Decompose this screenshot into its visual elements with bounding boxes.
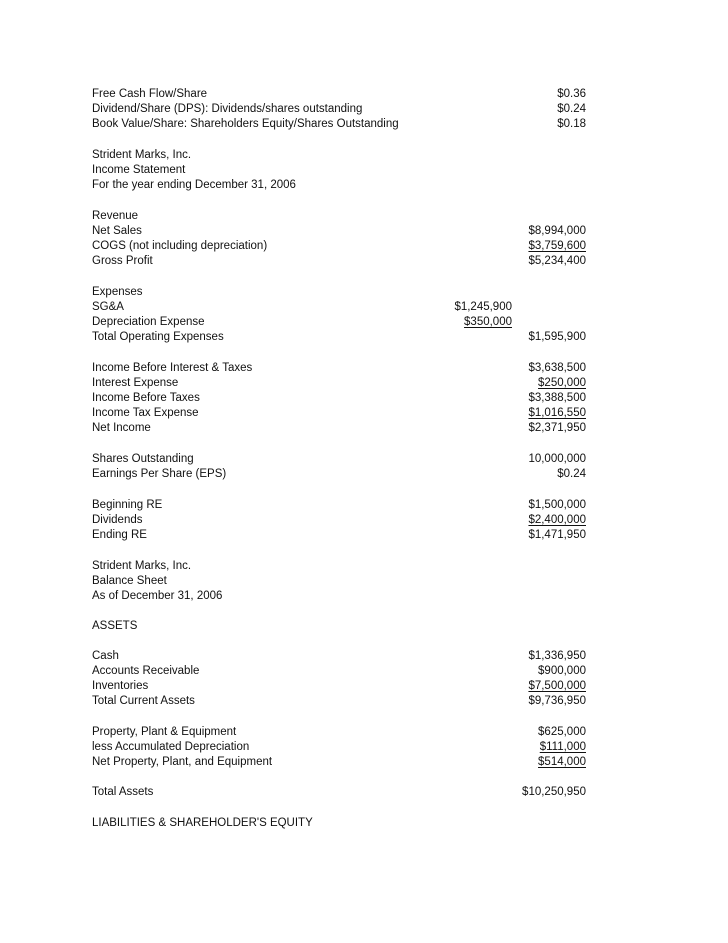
ratio-row [92,87,586,102]
row-value: $1,336,950 [528,650,586,662]
row-label: Earnings Per Share (EPS) [92,468,227,480]
row-label: Dividends [92,514,143,526]
ratio-row [92,117,586,132]
row-value: $8,994,000 [528,225,586,237]
row-label: Income Before Interest & Taxes [92,362,253,374]
row-label: Property, Plant & Equipment [92,726,237,738]
row-value: $0.36 [557,88,586,100]
row-label: Beginning RE [92,499,163,511]
row-label: Total Current Assets [92,695,195,707]
income-row [92,421,586,436]
section-heading-revenue: Revenue [92,210,139,222]
expense-row [92,315,586,330]
retained-earnings-row [92,528,586,543]
section-heading-assets: ASSETS [92,620,138,632]
row-label: Shares Outstanding [92,453,194,465]
row-label: Ending RE [92,529,147,541]
revenue-row [92,254,586,269]
row-value: $9,736,950 [528,695,586,707]
income-row [92,406,586,421]
company-name: Strident Marks, Inc. [92,560,192,572]
row-label: Total Operating Expenses [92,331,224,343]
expense-row [92,330,586,345]
row-value: 10,000,000 [528,453,586,465]
row-value: $625,000 [538,726,586,738]
section-heading-liabilities: LIABILITIES & SHAREHOLDER'S EQUITY [92,817,313,829]
section-heading-expenses: Expenses [92,286,143,298]
shares-row [92,452,586,467]
row-label: Income Before Taxes [92,392,200,404]
ppe-row [92,740,586,755]
statement-title: Income Statement [92,164,186,176]
row-label: Total Assets [92,786,154,798]
ppe-row [92,755,586,770]
row-label: less Accumulated Depreciation [92,741,250,753]
row-value: $1,595,900 [528,331,586,343]
income-row [92,391,586,406]
row-label: Dividend/Share (DPS): Dividends/shares outstanding [92,103,363,115]
row-value: $5,234,400 [528,255,586,267]
row-value: $1,500,000 [528,499,586,511]
asset-row [92,664,586,679]
statement-period: For the year ending December 31, 2006 [92,179,296,191]
retained-earnings-row [92,498,586,513]
expense-row [92,300,586,315]
row-value: $0.18 [557,118,586,130]
company-name: Strident Marks, Inc. [92,149,192,161]
asset-row [92,649,586,664]
ratio-row [92,102,586,117]
row-value: $250,000 [538,377,586,389]
revenue-row [92,239,586,254]
row-label: Book Value/Share: Shareholders Equity/Shares Outstanding [92,118,399,130]
row-value: $1,016,550 [528,407,586,419]
statement-period: As of December 31, 2006 [92,590,223,602]
total-assets-row [92,785,586,800]
row-label: Gross Profit [92,255,153,267]
ppe-row [92,725,586,740]
row-value: $111,000 [539,741,586,753]
row-value: $7,500,000 [528,680,586,692]
row-subvalue: $350,000 [464,316,512,328]
row-value: $2,371,950 [528,422,586,434]
asset-row [92,679,586,694]
row-value: $0.24 [557,468,586,480]
retained-earnings-row [92,513,586,528]
row-value: $10,250,950 [522,786,586,798]
row-value: $514,000 [538,756,586,768]
row-label: Net Income [92,422,151,434]
row-value: $3,759,600 [528,240,586,252]
row-label: SG&A [92,301,124,313]
row-value: $1,471,950 [528,529,586,541]
row-label: Inventories [92,680,149,692]
row-value: $2,400,000 [528,514,586,526]
shares-row [92,467,586,482]
row-label: COGS (not including depreciation) [92,240,268,252]
row-label: Accounts Receivable [92,665,200,677]
row-subvalue: $1,245,900 [454,301,512,313]
row-label: Free Cash Flow/Share [92,88,208,100]
row-value: $3,638,500 [528,362,586,374]
statement-title: Balance Sheet [92,575,167,587]
income-row [92,376,586,391]
income-row [92,361,586,376]
row-value: $3,388,500 [528,392,586,404]
row-label: Interest Expense [92,377,179,389]
row-label: Net Sales [92,225,142,237]
row-label: Depreciation Expense [92,316,205,328]
row-value: $900,000 [538,665,586,677]
row-value: $0.24 [557,103,586,115]
revenue-row [92,224,586,239]
asset-row [92,694,586,709]
row-label: Net Property, Plant, and Equipment [92,756,273,768]
row-label: Cash [92,650,119,662]
row-label: Income Tax Expense [92,407,199,419]
